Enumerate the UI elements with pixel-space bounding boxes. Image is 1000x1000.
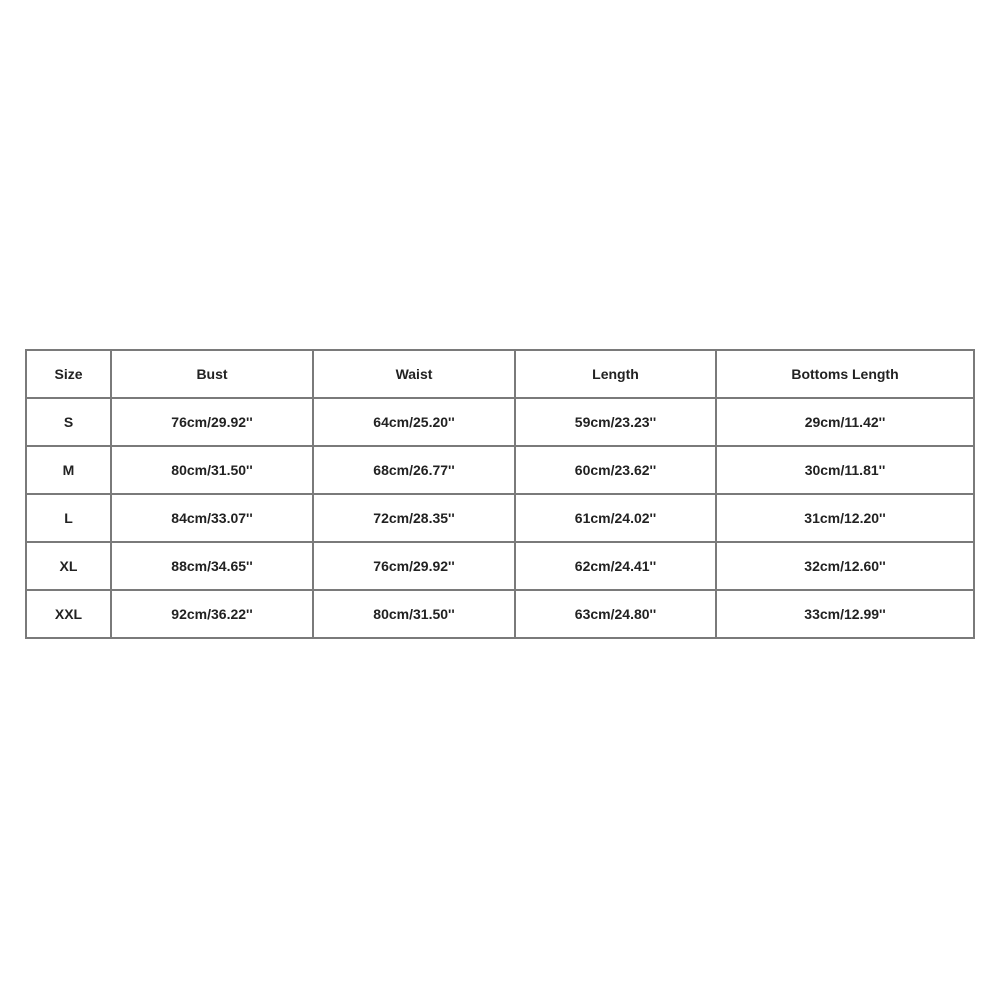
table-row: [26, 590, 974, 638]
bust-cell: 92cm/36.22'': [111, 590, 313, 638]
bottoms-length-cell: 29cm/11.42'': [716, 398, 974, 446]
bottoms-length-cell: 33cm/12.99'': [716, 590, 974, 638]
bust-cell: 76cm/29.92'': [111, 398, 313, 446]
bottoms-length-cell: 32cm/12.60'': [716, 542, 974, 590]
table-header: [26, 350, 974, 398]
waist-cell: 68cm/26.77'': [313, 446, 515, 494]
length-cell: 60cm/23.62'': [515, 446, 716, 494]
bust-cell: 88cm/34.65'': [111, 542, 313, 590]
size-cell: L: [26, 494, 111, 542]
header-bust: Bust: [111, 350, 313, 398]
header-bottoms-length: Bottoms Length: [716, 350, 974, 398]
table-row: [26, 446, 974, 494]
size-cell: XXL: [26, 590, 111, 638]
waist-cell: 64cm/25.20'': [313, 398, 515, 446]
size-cell: S: [26, 398, 111, 446]
header-length: Length: [515, 350, 716, 398]
header-waist: Waist: [313, 350, 515, 398]
table-body: [26, 398, 974, 638]
length-cell: 61cm/24.02'': [515, 494, 716, 542]
length-cell: 59cm/23.23'': [515, 398, 716, 446]
length-cell: 63cm/24.80'': [515, 590, 716, 638]
waist-cell: 72cm/28.35'': [313, 494, 515, 542]
length-cell: 62cm/24.41'': [515, 542, 716, 590]
bottoms-length-cell: 31cm/12.20'': [716, 494, 974, 542]
header-size: Size: [26, 350, 111, 398]
bust-cell: 80cm/31.50'': [111, 446, 313, 494]
size-cell: M: [26, 446, 111, 494]
table-row: [26, 398, 974, 446]
waist-cell: 80cm/31.50'': [313, 590, 515, 638]
header-row: [26, 350, 974, 398]
bust-cell: 84cm/33.07'': [111, 494, 313, 542]
table-row: [26, 542, 974, 590]
size-cell: XL: [26, 542, 111, 590]
waist-cell: 76cm/29.92'': [313, 542, 515, 590]
table-row: [26, 494, 974, 542]
size-chart-table: [25, 349, 975, 639]
bottoms-length-cell: 30cm/11.81'': [716, 446, 974, 494]
